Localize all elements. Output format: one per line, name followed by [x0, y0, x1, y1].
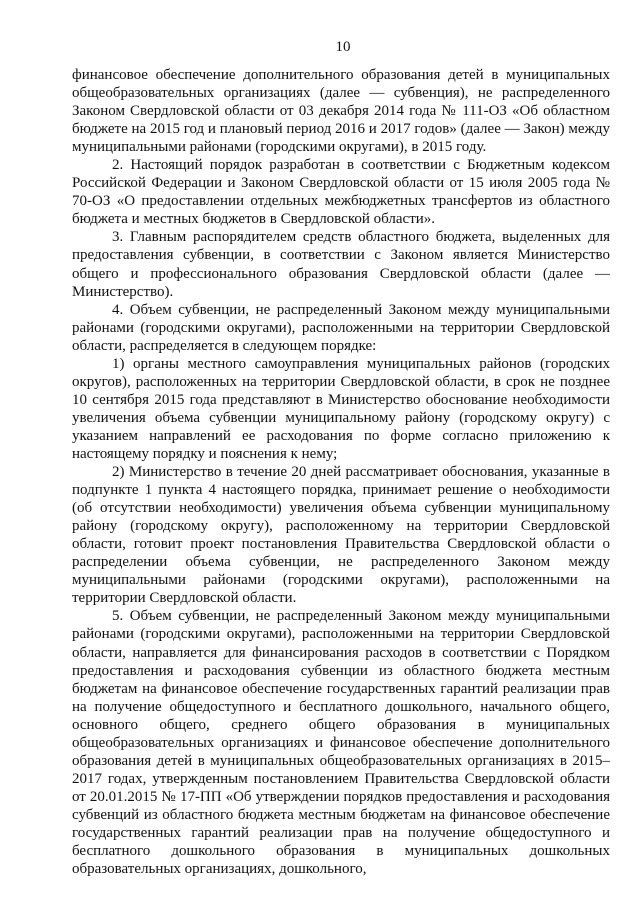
paragraph-4-subitem-2: 2) Министерство в течение 20 дней рассматривает обоснования, указанные в подпункте 1 пункта 4 настоящего порядка, принимает решение о необходимости (об отсутствии необходимости) увеличения объема субвенции муниципальному району (городскому округу), расположенному на территории Свердловской области, готовит проект постановления Правительства Свердловской области о распределении объема субвенции, не распределенного Законом между муниципальными районами (городскими округами), расположенными на территории Свердловской области.	[72, 464, 610, 607]
page-number: 10	[335, 39, 351, 55]
paragraph-5: 5. Объем субвенции, не распределенный Законом между муниципальными районами (городскими округами), расположенными на территории Свердловской области, направляется для финансирования расходов в соответствии с Порядком предоставления и расходования субвенции из областного бюджета местным бюджетам на финансовое обеспечение государственных гарантий реализации прав на получение общедоступного и бесплатного дошкольного, начального общего, основного общего, среднего общего образования в муниципальных общеобразовательных организациях и финансовое обеспечение дополнительного образования детей в муниципальных общеобразовательных организациях в 2015–2017 годах, утвержденным постановлением Правительства Свердловской области от 20.01.2015 № 17-ПП «Об утверждении порядков предоставления и расходования субвенций из областного бюджета местным бюджетам на финансовое обеспечение государственных гарантий реализации прав на получение общедоступного и бесплатного дошкольного образования в муниципальных дошкольных образовательных организациях, дошкольного,	[72, 608, 610, 878]
paragraph-4: 4. Объем субвенции, не распределенный Законом между муниципальными районами (городскими округами), расположенными на территории Свердловской области, распределяется в следующем порядке:	[72, 301, 610, 354]
paragraph-3: 3. Главным распорядителем средств областного бюджета, выделенных для предоставления субвенции, в соответствии с Законом является Министерство общего и профессионального образования Свердловской области (далее — Министерство).	[72, 229, 610, 300]
paragraph-4-subitem-1: 1) органы местного самоуправления муниципальных районов (городских округов), расположенных на территории Свердловской области, в срок не позднее 10 сентября 2015 года представляют в Министерство обоснование необходимости увеличения объема субвенции муниципальному району (городскому округу) с указанием направлений ее расходования по форме согласно приложению к настоящему порядку и пояснения к нему;	[72, 355, 610, 462]
paragraph-2: 2. Настоящий порядок разработан в соответствии с Бюджетным кодексом Российской Федерации и Законом Свердловской области от 15 июля 2005 года № 70-ОЗ «О предоставлении отдельных межбюджетных трансфертов из областного бюджета и местных бюджетов в Свердловской области».	[72, 157, 610, 228]
paragraph-continuation: финансовое обеспечение дополнительного образования детей в муниципальных общеобразовательных организациях (далее — субвенция), не распределенного Законом Свердловской области от 03 декабря 2014 года № 111-ОЗ «Об областном бюджете на 2015 год и плановый период 2016 и 2017 годов» (далее — Закон) между муниципальными районами (городскими округами), в 2015 году.	[72, 67, 610, 156]
